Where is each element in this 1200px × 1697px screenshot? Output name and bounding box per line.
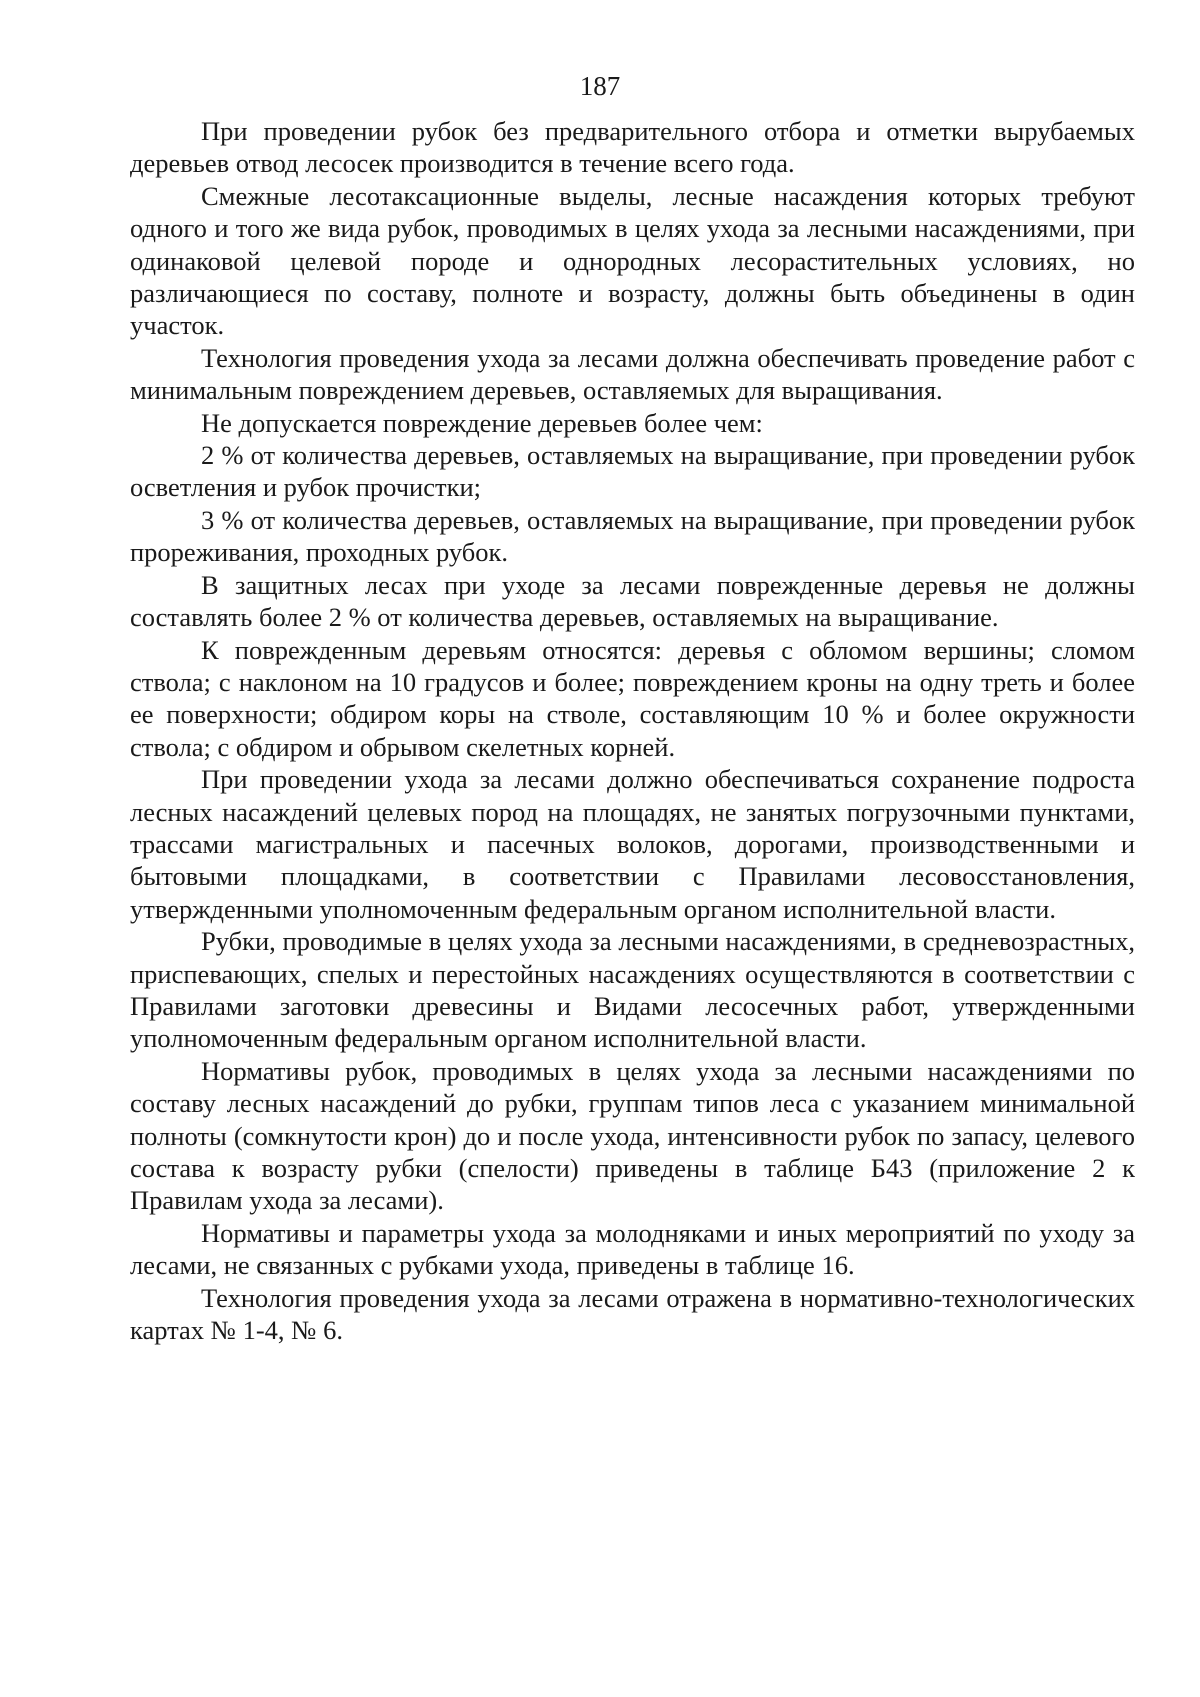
list-item: 2 % от количества деревьев, оставляемых на выращивание, при проведении рубок осветления и рубок прочистки; [130,440,1135,503]
page-number: 187 [579,71,621,101]
paragraph: Не допускается повреждение деревьев более чем: [201,407,763,438]
paragraph: Технология проведения ухода за лесами должна обеспечивать проведение работ с минимальным повреждением деревьев, оставляемых для выращивания. [130,342,1135,406]
paragraph: Рубки, проводимые в целях ухода за лесными насаждениями, в средневозрастных, приспевающих, спелых и перестойных насаждениях осуществляются в соответствии с Правилами заготовки древесины и Видами лесосечных работ, утвержденными уполномоченным федеральным органом исполнительной власти. [130,926,1135,1054]
paragraph: Нормативы и параметры ухода за молодняками и иных мероприятий по уходу за лесами, не связанных с рубками ухода, приведены в таблице 16. [130,1217,1135,1281]
paragraph: В защитных лесах при уходе за лесами поврежденные деревья не должны составлять более 2 % от количества деревьев, оставляемых на выращивание. [130,569,1135,633]
paragraph: Смежные лесотаксационные выделы, лесные насаждения которых требуют одного и того же вида рубок, проводимых в целях ухода за лесными насаждениями, при одинаковой целевой породе и однородных лесорастительных условиях, но различающиеся по составу, полноте и возрасту, должны быть объединены в один участок. [130,180,1135,341]
paragraph: Нормативы рубок, проводимых в целях ухода за лесными насаждениями по составу лесных насаждений до рубки, группам типов леса с указанием минимальной полноты (сомкнутости крон) до и после ухода, интенсивности рубок по запасу, целевого состава к возрасту рубки (спелости) приведены в таблице Б43 (приложение 2 к Правилам ухода за лесами). [130,1055,1135,1216]
paragraph: Технология проведения ухода за лесами отражена в нормативно-технологических картах № 1-4, № 6. [130,1282,1135,1346]
list-item: 3 % от количества деревьев, оставляемых на выращивание, при проведении рубок прореживания, проходных рубок. [130,504,1135,568]
body-text [130,115,1135,1346]
paragraph: При проведении ухода за лесами должно обеспечиваться сохранение подроста лесных насаждений целевых пород на площадях, не занятых погрузочными пунктами, трассами магистральных и пасечных волоков, дорогами, производственными и бытовыми площадками, в соответствии с Правилами лесовосстановления, утвержденными уполномоченным федеральным органом исполнительной власти. [130,764,1135,924]
paragraph: При проведении рубок без предварительного отбора и отметки вырубаемых деревьев отвод лесосек производится в течение всего года. [130,116,1135,179]
paragraph: К поврежденным деревьям относятся: деревья с обломом вершины; сломом ствола; с наклоном на 10 градусов и более; повреждением кроны на одну треть и более ее поверхности; обдиром коры на стволе, составляющим 10 % и более окружности ствола; с обдиром и обрывом скелетных корней. [130,634,1135,762]
